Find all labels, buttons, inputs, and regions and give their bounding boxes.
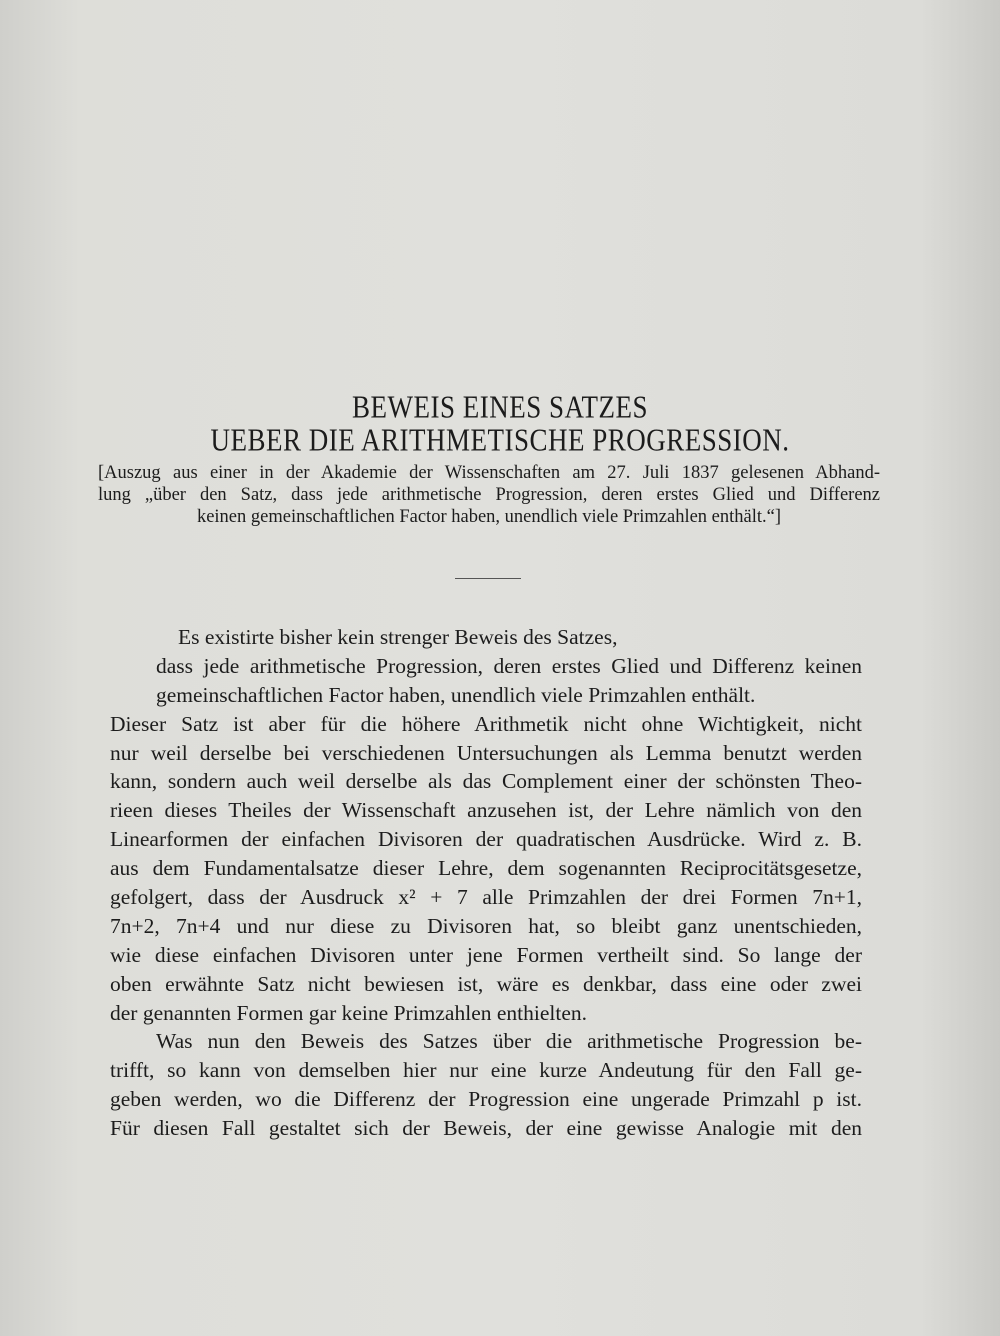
paragraph-2-line: rieen dieses Theiles der Wissenschaft anzusehen ist, der Lehre nämlich von den — [110, 798, 862, 823]
paragraph-3-line: Was nun den Beweis des Satzes über die arithmetische Progression be- — [156, 1029, 862, 1054]
note-line: [Auszug aus einer in der Akademie der Wissenschaften am 27. Juli 1837 gelesenen Abhand- — [98, 463, 880, 483]
paragraph-2-line: oben erwähnte Satz nicht bewiesen ist, wäre es denkbar, dass eine oder zwei — [110, 971, 862, 996]
body-text — [110, 623, 862, 1143]
paragraph-2-line: nur weil derselbe bei verschiedenen Untersuchungen als Lemma benutzt werden — [110, 740, 862, 765]
note-line: lung „über den Satz, dass jede arithmetische Progression, deren erstes Glied und Differenz — [98, 485, 880, 505]
paragraph-2-line: 7n+2, 7n+4 und nur diese zu Divisoren hat, so bleibt ganz unentschieden, — [110, 913, 862, 938]
paragraph-2-line: Dieser Satz ist aber für die höhere Arithmetik nicht ohne Wichtigkeit, nicht — [110, 711, 862, 736]
article-title-line-2: UEBER DIE ARITHMETISCHE PROGRESSION. — [210, 422, 790, 458]
paragraph-1-line: Es existirte bisher kein strenger Beweis des Satzes, — [178, 625, 618, 649]
paragraph-3-line: trifft, so kann von demselben hier nur eine kurze Andeutung für den Fall ge- — [110, 1058, 862, 1083]
paragraph-2-line: wie diese einfachen Divisoren unter jene Formen vertheilt sind. So lange der — [110, 942, 862, 967]
paragraph-2-line: aus dem Fundamentalsatze dieser Lehre, dem sogenannten Reciprocitätsgesetze, — [110, 856, 862, 881]
article-title-line-1: BEWEIS EINES SATZES — [352, 389, 648, 425]
paragraph-1-line: gemeinschaftlichen Factor haben, unendlich viele Primzahlen enthält. — [156, 682, 756, 707]
divider-rule — [455, 578, 521, 579]
paragraph-3-line: Für diesen Fall gestaltet sich der Beweis, der eine gewisse Analogie mit den — [110, 1116, 862, 1141]
paragraph-2-line: kann, sondern auch weil derselbe als das Complement einer der schönsten Theo- — [110, 769, 862, 794]
paragraph-2-line: der genannten Formen gar keine Primzahlen enthielten. — [110, 1000, 588, 1025]
note-line: keinen gemeinschaftlichen Factor haben, unendlich viele Primzahlen enthält.“] — [196, 507, 782, 527]
paragraph-1-line: dass jede arithmetische Progression, deren erstes Glied und Differenz keinen — [156, 653, 862, 678]
paragraph-2-line: Linearformen der einfachen Divisoren der quadratischen Ausdrücke. Wird z. B. — [110, 827, 862, 852]
editorial-note — [98, 462, 880, 528]
paragraph-3-line: geben werden, wo die Differenz der Progression eine ungerade Primzahl p ist. — [110, 1087, 862, 1112]
paragraph-2-line: gefolgert, dass der Ausdruck x² + 7 alle Primzahlen der drei Formen 7n+1, — [110, 885, 862, 910]
